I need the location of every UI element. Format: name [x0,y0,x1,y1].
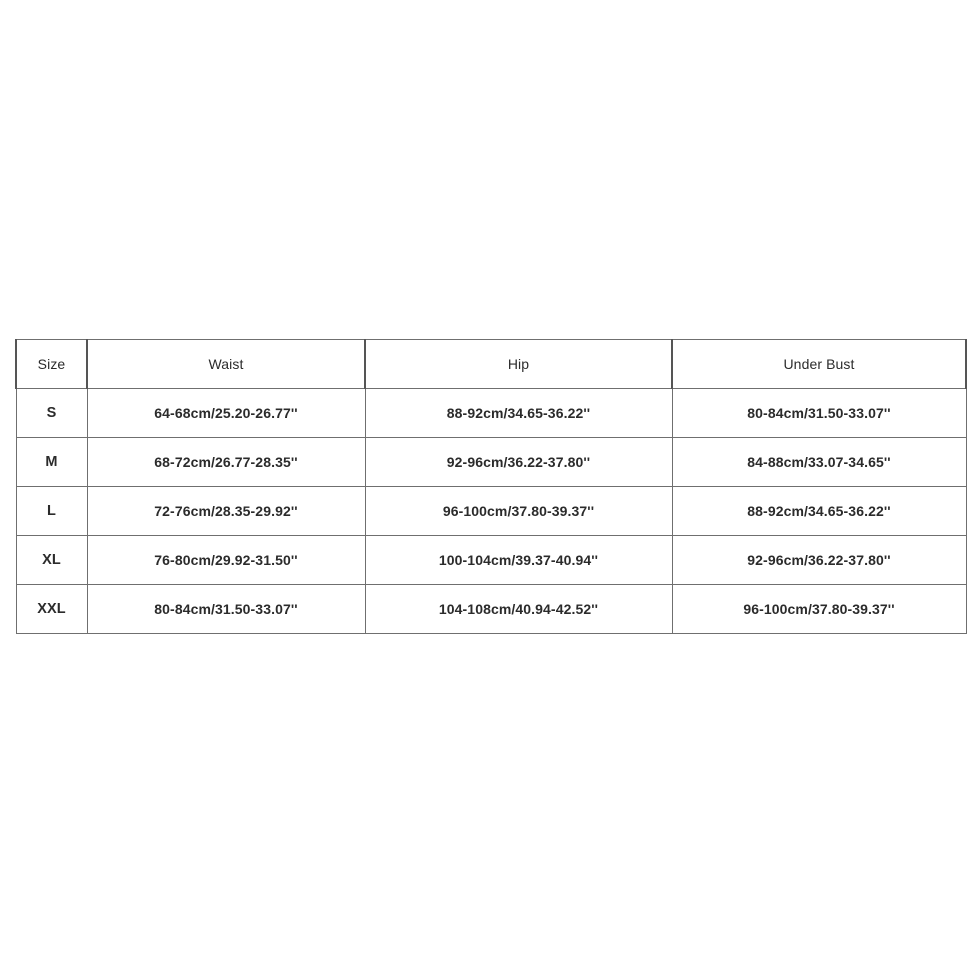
waist-cell: 72-76cm/28.35-29.92'' [87,487,365,536]
size-cell: M [16,438,87,487]
size-cell: S [16,389,87,438]
waist-cell: 80-84cm/31.50-33.07'' [87,585,365,634]
size-cell: XXL [16,585,87,634]
size-cell: L [16,487,87,536]
under-bust-cell: 84-88cm/33.07-34.65'' [672,438,966,487]
waist-cell: 64-68cm/25.20-26.77'' [87,389,365,438]
table-row [16,487,966,536]
size-chart-header [16,340,966,389]
size-cell: XL [16,536,87,585]
under-bust-cell: 88-92cm/34.65-36.22'' [672,487,966,536]
table-row [16,536,966,585]
size-chart-table [15,339,967,634]
under-bust-cell: 92-96cm/36.22-37.80'' [672,536,966,585]
under-bust-cell: 80-84cm/31.50-33.07'' [672,389,966,438]
waist-cell: 76-80cm/29.92-31.50'' [87,536,365,585]
hip-cell: 92-96cm/36.22-37.80'' [365,438,672,487]
hip-cell: 100-104cm/39.37-40.94'' [365,536,672,585]
under-bust-cell: 96-100cm/37.80-39.37'' [672,585,966,634]
hip-cell: 104-108cm/40.94-42.52'' [365,585,672,634]
size-chart-body [16,389,966,634]
header-size: Size [16,340,87,389]
table-row [16,438,966,487]
header-waist: Waist [87,340,365,389]
hip-cell: 88-92cm/34.65-36.22'' [365,389,672,438]
table-row [16,389,966,438]
waist-cell: 68-72cm/26.77-28.35'' [87,438,365,487]
header-hip: Hip [365,340,672,389]
hip-cell: 96-100cm/37.80-39.37'' [365,487,672,536]
header-row [16,340,966,389]
header-under-bust: Under Bust [672,340,966,389]
table-row [16,585,966,634]
